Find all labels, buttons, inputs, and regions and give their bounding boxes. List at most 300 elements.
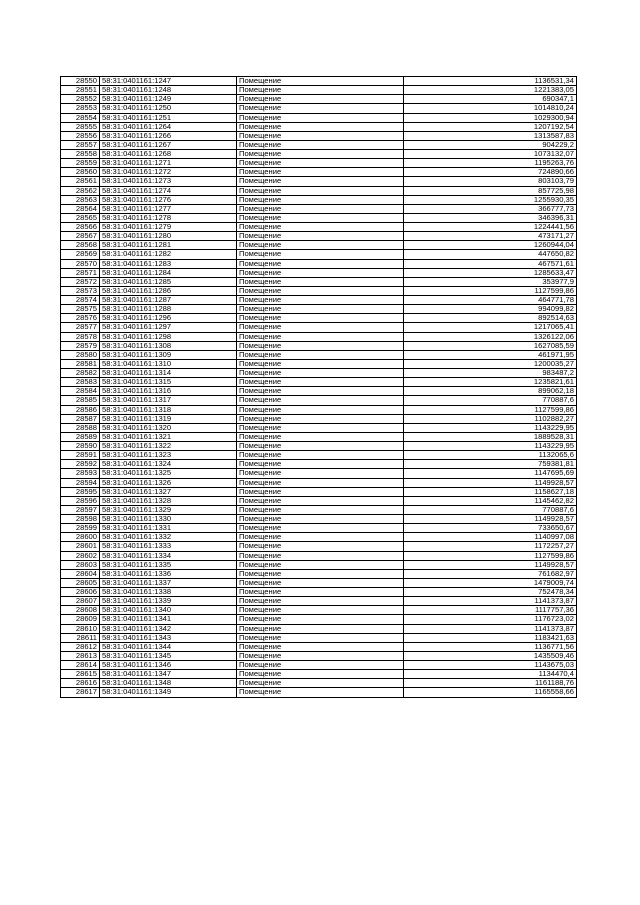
row-number-cell: 28594 [61, 478, 100, 487]
object-type-cell: Помещение [237, 232, 404, 241]
table-row [61, 487, 577, 496]
table-row [61, 597, 577, 606]
object-type-cell: Помещение [237, 369, 404, 378]
table-row [61, 369, 577, 378]
object-type-cell: Помещение [237, 86, 404, 95]
row-number-cell: 28584 [61, 387, 100, 396]
cadastral-value-cell: 467571,61 [404, 259, 577, 268]
row-number-cell: 28591 [61, 451, 100, 460]
cadastral-number-cell: 58:31:0401161:1276 [100, 195, 237, 204]
table-row [61, 423, 577, 432]
row-number-cell: 28613 [61, 651, 100, 660]
row-number-cell: 28612 [61, 642, 100, 651]
cadastral-number-cell: 58:31:0401161:1272 [100, 168, 237, 177]
row-number-cell: 28551 [61, 86, 100, 95]
object-type-cell: Помещение [237, 259, 404, 268]
cadastral-value-cell: 1149928,57 [404, 478, 577, 487]
cadastral-number-cell: 58:31:0401161:1251 [100, 113, 237, 122]
table-row [61, 305, 577, 314]
object-type-cell: Помещение [237, 213, 404, 222]
object-type-cell: Помещение [237, 131, 404, 140]
cadastral-number-cell: 58:31:0401161:1288 [100, 305, 237, 314]
cadastral-value-cell: 1479009,74 [404, 578, 577, 587]
cadastral-value-cell: 1029300,94 [404, 113, 577, 122]
table-row [61, 332, 577, 341]
table-row [61, 542, 577, 551]
object-type-cell: Помещение [237, 332, 404, 341]
object-type-cell: Помещение [237, 688, 404, 697]
object-type-cell: Помещение [237, 314, 404, 323]
cadastral-value-cell: 724890,66 [404, 168, 577, 177]
cadastral-number-cell: 58:31:0401161:1315 [100, 378, 237, 387]
cadastral-value-cell: 1143229,95 [404, 442, 577, 451]
cadastral-value-cell: 1172257,27 [404, 542, 577, 551]
row-number-cell: 28560 [61, 168, 100, 177]
object-type-cell: Помещение [237, 496, 404, 505]
table-row [61, 670, 577, 679]
cadastral-number-cell: 58:31:0401161:1335 [100, 560, 237, 569]
cadastral-number-cell: 58:31:0401161:1316 [100, 387, 237, 396]
table-row [61, 359, 577, 368]
cadastral-number-cell: 58:31:0401161:1338 [100, 588, 237, 597]
object-type-cell: Помещение [237, 168, 404, 177]
cadastral-number-cell: 58:31:0401161:1339 [100, 597, 237, 606]
cadastral-value-cell: 1285633,47 [404, 268, 577, 277]
object-type-cell: Помещение [237, 624, 404, 633]
cadastral-number-cell: 58:31:0401161:1326 [100, 478, 237, 487]
table-row [61, 250, 577, 259]
cadastral-value-cell: 770887,6 [404, 505, 577, 514]
cadastral-number-cell: 58:31:0401161:1341 [100, 615, 237, 624]
cadastral-value-cell: 1141373,87 [404, 624, 577, 633]
cadastral-number-cell: 58:31:0401161:1334 [100, 551, 237, 560]
cadastral-number-cell: 58:31:0401161:1327 [100, 487, 237, 496]
table-row [61, 323, 577, 332]
cadastral-number-cell: 58:31:0401161:1287 [100, 296, 237, 305]
object-type-cell: Помещение [237, 359, 404, 368]
cadastral-value-cell: 366777,73 [404, 204, 577, 213]
object-type-cell: Помещение [237, 478, 404, 487]
object-type-cell: Помещение [237, 642, 404, 651]
table-row [61, 77, 577, 86]
cadastral-value-cell: 759381,81 [404, 460, 577, 469]
object-type-cell: Помещение [237, 542, 404, 551]
row-number-cell: 28602 [61, 551, 100, 560]
row-number-cell: 28555 [61, 122, 100, 131]
cadastral-number-cell: 58:31:0401161:1336 [100, 569, 237, 578]
object-type-cell: Помещение [237, 241, 404, 250]
object-type-cell: Помещение [237, 77, 404, 86]
cadastral-value-cell: 346396,31 [404, 213, 577, 222]
table-row [61, 606, 577, 615]
row-number-cell: 28581 [61, 359, 100, 368]
object-type-cell: Помещение [237, 524, 404, 533]
object-type-cell: Помещение [237, 487, 404, 496]
cadastral-number-cell: 58:31:0401161:1342 [100, 624, 237, 633]
row-number-cell: 28567 [61, 232, 100, 241]
row-number-cell: 28597 [61, 505, 100, 514]
row-number-cell: 28561 [61, 177, 100, 186]
cadastral-number-cell: 58:31:0401161:1324 [100, 460, 237, 469]
cadastral-number-cell: 58:31:0401161:1349 [100, 688, 237, 697]
table-row [61, 478, 577, 487]
cadastral-value-cell: 1136771,56 [404, 642, 577, 651]
cadastral-value-cell: 1141373,87 [404, 597, 577, 606]
object-type-cell: Помещение [237, 323, 404, 332]
object-type-cell: Помещение [237, 104, 404, 113]
object-type-cell: Помещение [237, 606, 404, 615]
row-number-cell: 28585 [61, 396, 100, 405]
table-row [61, 314, 577, 323]
object-type-cell: Помещение [237, 305, 404, 314]
row-number-cell: 28576 [61, 314, 100, 323]
object-type-cell: Помещение [237, 615, 404, 624]
object-type-cell: Помещение [237, 560, 404, 569]
table-row [61, 642, 577, 651]
row-number-cell: 28553 [61, 104, 100, 113]
table-row [61, 140, 577, 149]
cadastral-number-cell: 58:31:0401161:1323 [100, 451, 237, 460]
cadastral-number-cell: 58:31:0401161:1332 [100, 533, 237, 542]
object-type-cell: Помещение [237, 350, 404, 359]
row-number-cell: 28596 [61, 496, 100, 505]
cadastral-number-cell: 58:31:0401161:1274 [100, 186, 237, 195]
table-row [61, 651, 577, 660]
row-number-cell: 28563 [61, 195, 100, 204]
row-number-cell: 28578 [61, 332, 100, 341]
row-number-cell: 28554 [61, 113, 100, 122]
cadastral-number-cell: 58:31:0401161:1249 [100, 95, 237, 104]
cadastral-number-cell: 58:31:0401161:1268 [100, 150, 237, 159]
row-number-cell: 28559 [61, 159, 100, 168]
cadastral-number-cell: 58:31:0401161:1329 [100, 505, 237, 514]
row-number-cell: 28598 [61, 515, 100, 524]
table-row [61, 551, 577, 560]
cadastral-value-cell: 1435509,46 [404, 651, 577, 660]
object-type-cell: Помещение [237, 95, 404, 104]
cadastral-value-cell: 1183421,63 [404, 633, 577, 642]
table-row [61, 131, 577, 140]
cadastral-value-cell: 1014810,24 [404, 104, 577, 113]
row-number-cell: 28579 [61, 341, 100, 350]
table-row [61, 560, 577, 569]
object-type-cell: Помещение [237, 223, 404, 232]
table-row [61, 177, 577, 186]
table-row [61, 533, 577, 542]
cadastral-number-cell: 58:31:0401161:1280 [100, 232, 237, 241]
cadastral-number-cell: 58:31:0401161:1283 [100, 259, 237, 268]
cadastral-value-cell: 1224441,56 [404, 223, 577, 232]
object-type-cell: Помещение [237, 515, 404, 524]
table-row [61, 387, 577, 396]
row-number-cell: 28611 [61, 633, 100, 642]
cadastral-value-cell: 733650,67 [404, 524, 577, 533]
cadastral-value-cell: 1149928,57 [404, 515, 577, 524]
table-row [61, 159, 577, 168]
cadastral-value-cell: 983487,2 [404, 369, 577, 378]
table-row [61, 505, 577, 514]
row-number-cell: 28615 [61, 670, 100, 679]
cadastral-value-cell: 1136531,34 [404, 77, 577, 86]
cadastral-value-cell: 1143229,95 [404, 423, 577, 432]
row-number-cell: 28570 [61, 259, 100, 268]
cadastral-value-cell: 803103,79 [404, 177, 577, 186]
cadastral-number-cell: 58:31:0401161:1248 [100, 86, 237, 95]
table-row [61, 588, 577, 597]
table-row [61, 95, 577, 104]
object-type-cell: Помещение [237, 578, 404, 587]
table-row [61, 268, 577, 277]
cadastral-number-cell: 58:31:0401161:1340 [100, 606, 237, 615]
table-row [61, 396, 577, 405]
cadastral-number-cell: 58:31:0401161:1317 [100, 396, 237, 405]
cadastral-value-cell: 857725,98 [404, 186, 577, 195]
cadastral-number-cell: 58:31:0401161:1343 [100, 633, 237, 642]
cadastral-value-cell: 690347,1 [404, 95, 577, 104]
cadastral-value-cell: 1627085,59 [404, 341, 577, 350]
row-number-cell: 28600 [61, 533, 100, 542]
cadastral-value-cell: 353977,9 [404, 277, 577, 286]
table-row [61, 688, 577, 697]
cadastral-number-cell: 58:31:0401161:1264 [100, 122, 237, 131]
row-number-cell: 28568 [61, 241, 100, 250]
row-number-cell: 28609 [61, 615, 100, 624]
object-type-cell: Помещение [237, 551, 404, 560]
cadastral-value-cell: 899062,18 [404, 387, 577, 396]
cadastral-number-cell: 58:31:0401161:1347 [100, 670, 237, 679]
table-row [61, 661, 577, 670]
object-type-cell: Помещение [237, 588, 404, 597]
cadastral-value-cell: 1260944,04 [404, 241, 577, 250]
row-number-cell: 28614 [61, 661, 100, 670]
row-number-cell: 28606 [61, 588, 100, 597]
table-row [61, 186, 577, 195]
cadastral-number-cell: 58:31:0401161:1266 [100, 131, 237, 140]
row-number-cell: 28587 [61, 414, 100, 423]
cadastral-number-cell: 58:31:0401161:1325 [100, 469, 237, 478]
table-row [61, 195, 577, 204]
object-type-cell: Помещение [237, 679, 404, 688]
cadastral-number-cell: 58:31:0401161:1321 [100, 432, 237, 441]
cadastral-number-cell: 58:31:0401161:1346 [100, 661, 237, 670]
row-number-cell: 28592 [61, 460, 100, 469]
object-type-cell: Помещение [237, 396, 404, 405]
cadastral-number-cell: 58:31:0401161:1282 [100, 250, 237, 259]
object-type-cell: Помещение [237, 204, 404, 213]
table-row [61, 679, 577, 688]
table-row [61, 615, 577, 624]
object-type-cell: Помещение [237, 651, 404, 660]
cadastral-number-cell: 58:31:0401161:1247 [100, 77, 237, 86]
row-number-cell: 28588 [61, 423, 100, 432]
cadastral-value-cell: 752478,34 [404, 588, 577, 597]
cadastral-value-cell: 770887,6 [404, 396, 577, 405]
table-row [61, 168, 577, 177]
object-type-cell: Помещение [237, 286, 404, 295]
table-row [61, 405, 577, 414]
row-number-cell: 28593 [61, 469, 100, 478]
cadastral-number-cell: 58:31:0401161:1348 [100, 679, 237, 688]
cadastral-number-cell: 58:31:0401161:1308 [100, 341, 237, 350]
object-type-cell: Помещение [237, 122, 404, 131]
row-number-cell: 28564 [61, 204, 100, 213]
registry-table [60, 76, 577, 698]
cadastral-value-cell: 1073132,07 [404, 150, 577, 159]
table-row [61, 414, 577, 423]
table-row [61, 113, 577, 122]
object-type-cell: Помещение [237, 469, 404, 478]
cadastral-value-cell: 1140997,08 [404, 533, 577, 542]
row-number-cell: 28569 [61, 250, 100, 259]
table-row [61, 515, 577, 524]
cadastral-value-cell: 904229,2 [404, 140, 577, 149]
object-type-cell: Помещение [237, 378, 404, 387]
object-type-cell: Помещение [237, 661, 404, 670]
table-row [61, 451, 577, 460]
table-row [61, 277, 577, 286]
cadastral-value-cell: 461971,95 [404, 350, 577, 359]
object-type-cell: Помещение [237, 277, 404, 286]
table-row [61, 259, 577, 268]
cadastral-value-cell: 1134470,4 [404, 670, 577, 679]
object-type-cell: Помещение [237, 423, 404, 432]
table-row [61, 469, 577, 478]
cadastral-value-cell: 1326122,06 [404, 332, 577, 341]
table-row [61, 578, 577, 587]
table-row [61, 350, 577, 359]
table-row [61, 442, 577, 451]
table-row [61, 104, 577, 113]
row-number-cell: 28580 [61, 350, 100, 359]
row-number-cell: 28601 [61, 542, 100, 551]
row-number-cell: 28590 [61, 442, 100, 451]
cadastral-number-cell: 58:31:0401161:1319 [100, 414, 237, 423]
cadastral-value-cell: 1195263,76 [404, 159, 577, 168]
table-row [61, 122, 577, 131]
cadastral-number-cell: 58:31:0401161:1279 [100, 223, 237, 232]
cadastral-value-cell: 1313587,83 [404, 131, 577, 140]
table-row [61, 460, 577, 469]
row-number-cell: 28565 [61, 213, 100, 222]
object-type-cell: Помещение [237, 442, 404, 451]
row-number-cell: 28557 [61, 140, 100, 149]
row-number-cell: 28556 [61, 131, 100, 140]
cadastral-value-cell: 1132065,6 [404, 451, 577, 460]
cadastral-number-cell: 58:31:0401161:1344 [100, 642, 237, 651]
cadastral-value-cell: 1143675,03 [404, 661, 577, 670]
cadastral-value-cell: 1102882,27 [404, 414, 577, 423]
object-type-cell: Помещение [237, 405, 404, 414]
cadastral-value-cell: 1127599,86 [404, 551, 577, 560]
row-number-cell: 28566 [61, 223, 100, 232]
table-row [61, 496, 577, 505]
object-type-cell: Помещение [237, 268, 404, 277]
cadastral-value-cell: 464771,78 [404, 296, 577, 305]
row-number-cell: 28610 [61, 624, 100, 633]
object-type-cell: Помещение [237, 150, 404, 159]
cadastral-value-cell: 473171,27 [404, 232, 577, 241]
table-row [61, 286, 577, 295]
cadastral-value-cell: 1149928,57 [404, 560, 577, 569]
cadastral-value-cell: 1147695,69 [404, 469, 577, 478]
table-row [61, 204, 577, 213]
object-type-cell: Помещение [237, 159, 404, 168]
cadastral-number-cell: 58:31:0401161:1328 [100, 496, 237, 505]
cadastral-number-cell: 58:31:0401161:1314 [100, 369, 237, 378]
cadastral-value-cell: 1161188,76 [404, 679, 577, 688]
row-number-cell: 28616 [61, 679, 100, 688]
cadastral-number-cell: 58:31:0401161:1331 [100, 524, 237, 533]
cadastral-value-cell: 1217065,41 [404, 323, 577, 332]
cadastral-value-cell: 1145462,82 [404, 496, 577, 505]
row-number-cell: 28605 [61, 578, 100, 587]
row-number-cell: 28552 [61, 95, 100, 104]
cadastral-value-cell: 1255930,35 [404, 195, 577, 204]
object-type-cell: Помещение [237, 387, 404, 396]
object-type-cell: Помещение [237, 341, 404, 350]
cadastral-value-cell: 1117757,36 [404, 606, 577, 615]
cadastral-value-cell: 1158627,18 [404, 487, 577, 496]
row-number-cell: 28571 [61, 268, 100, 277]
table-row [61, 569, 577, 578]
table-row [61, 633, 577, 642]
object-type-cell: Помещение [237, 250, 404, 259]
cadastral-value-cell: 1221383,05 [404, 86, 577, 95]
cadastral-value-cell: 761682,97 [404, 569, 577, 578]
object-type-cell: Помещение [237, 597, 404, 606]
row-number-cell: 28607 [61, 597, 100, 606]
table-row [61, 378, 577, 387]
row-number-cell: 28575 [61, 305, 100, 314]
table-row [61, 624, 577, 633]
cadastral-number-cell: 58:31:0401161:1322 [100, 442, 237, 451]
object-type-cell: Помещение [237, 113, 404, 122]
cadastral-value-cell: 1889528,31 [404, 432, 577, 441]
cadastral-number-cell: 58:31:0401161:1281 [100, 241, 237, 250]
row-number-cell: 28589 [61, 432, 100, 441]
cadastral-value-cell: 447650,82 [404, 250, 577, 259]
object-type-cell: Помещение [237, 451, 404, 460]
table-row [61, 213, 577, 222]
cadastral-value-cell: 1235821,61 [404, 378, 577, 387]
row-number-cell: 28562 [61, 186, 100, 195]
object-type-cell: Помещение [237, 177, 404, 186]
row-number-cell: 28608 [61, 606, 100, 615]
cadastral-number-cell: 58:31:0401161:1250 [100, 104, 237, 113]
table-row [61, 150, 577, 159]
cadastral-value-cell: 892514,63 [404, 314, 577, 323]
object-type-cell: Помещение [237, 533, 404, 542]
cadastral-number-cell: 58:31:0401161:1310 [100, 359, 237, 368]
cadastral-number-cell: 58:31:0401161:1267 [100, 140, 237, 149]
row-number-cell: 28604 [61, 569, 100, 578]
row-number-cell: 28572 [61, 277, 100, 286]
cadastral-value-cell: 994099,82 [404, 305, 577, 314]
object-type-cell: Помещение [237, 140, 404, 149]
row-number-cell: 28583 [61, 378, 100, 387]
table-row [61, 432, 577, 441]
table-row [61, 341, 577, 350]
table-row [61, 241, 577, 250]
cadastral-value-cell: 1127599,86 [404, 286, 577, 295]
cadastral-value-cell: 1127599,86 [404, 405, 577, 414]
cadastral-value-cell: 1207192,54 [404, 122, 577, 131]
cadastral-number-cell: 58:31:0401161:1285 [100, 277, 237, 286]
registry-table-body [61, 77, 577, 698]
cadastral-value-cell: 1165558,66 [404, 688, 577, 697]
row-number-cell: 28574 [61, 296, 100, 305]
object-type-cell: Помещение [237, 505, 404, 514]
